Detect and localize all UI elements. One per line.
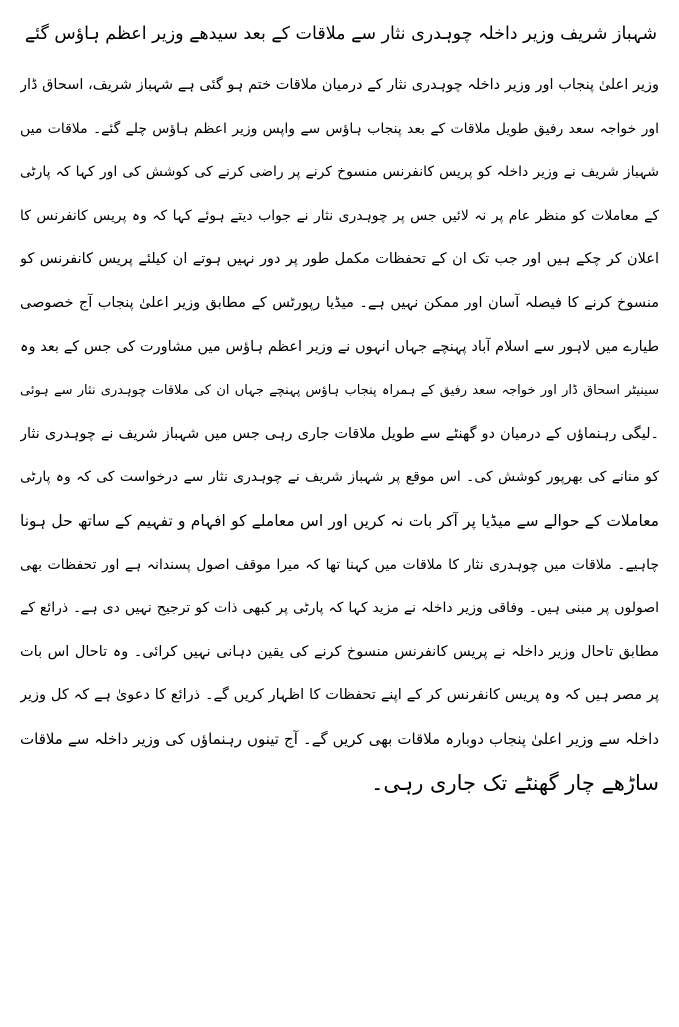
article-body: [20, 64, 659, 805]
article-line: طیارے میں لاہور سے اسلام آباد پہنچے جہاں انہوں نے وزیر اعظم ہاؤس میں مشاورت کی جس کے بعد وہ: [20, 338, 659, 355]
article-line: کے معاملات کو منظر عام پر نہ لائیں جس پر چوہدری نثار نے جواب دیتے ہوئے کہا کہ وہ پریس کانفرنس کا: [20, 207, 659, 224]
article-line: اصولوں پر مبنی ہیں۔ وفاقی وزیر داخلہ نے مزید کہا کہ پارٹی پر کبھی ذات کو ترجیح نہیں دی ہے۔ ذرائع کے: [20, 600, 659, 617]
article-line: مطابق تاحال وزیر داخلہ نے پریس کانفرنس منسوخ کرنے کی یقین دہانی نہیں کرائی۔ وہ تاحال اس بات: [20, 643, 659, 660]
article-line: ۔لیگی رہنماؤں کے درمیان دو گھنٹے سے طویل ملاقات جاری رہی جس میں شہباز شریف نے چوہدری نثار: [20, 425, 659, 442]
article-line: ساڑھے چار گھنٹے تک جاری رہی۔: [371, 770, 659, 795]
article-line: اعلان کر چکے ہیں اور جب تک ان کے تحفظات مکمل طور پر دور نہیں ہوتے ان کیلئے پریس کانفرنس کو: [20, 251, 659, 268]
article-line: پر مصر ہیں کہ وہ پریس کانفرنس کر کے اپنے تحفظات کا اظہار کریں گے۔ ذرائع کا دعویٰ ہے کہ کل وزیر: [20, 687, 659, 704]
article-line: داخلہ سے وزیر اعلیٰ پنجاب دوبارہ ملاقات بھی کریں گے۔ آج تینوں رہنماؤں کی وزیر داخلہ سے ملاقات: [20, 729, 659, 748]
article-line: چاہیے۔ ملاقات میں چوہدری نثار کا ملاقات میں کہنا تھا کہ میرا موقف اصول پسندانہ ہے اور تحفظات بھی: [20, 556, 659, 573]
article-line: وزیر اعلیٰ پنجاب اور وزیر داخلہ چوہدری نثار کے درمیان ملاقات ختم ہو گئی ہے شہباز شریف، اسحاق ڈار: [20, 77, 659, 93]
article-line: معاملات کے حوالے سے میڈیا پر آکر بات نہ کریں اور اس معاملے کو افہام و تفہیم کے ساتھ حل ہونا: [20, 511, 659, 530]
article-line: شہباز شریف نے وزیر داخلہ کو پریس کانفرنس منسوخ کرنے پر راضی کرنے کی کوشش کی اور کہا کہ پارٹی: [20, 164, 659, 181]
article-headline: شہباز شریف وزیر داخلہ چوہدری نثار سے ملاقات کے بعد سیدھے وزیر اعظم ہاؤس گئے: [24, 24, 657, 44]
article-line: اور خواجہ سعد رفیق طویل ملاقات کے بعد پنجاب ہاؤس سے واپس وزیر اعظم ہاؤس چلے گئے۔ ملاقات میں: [20, 120, 659, 137]
article-line: کو منانے کی بھرپور کوشش کی۔ اس موقع پر شہباز شریف نے چوہدری نثار سے درخواست کی کہ وہ پارٹی: [20, 469, 659, 486]
article-line: سینیٹر اسحاق ڈار اور خواجہ سعد رفیق کے ہمراہ پنجاب ہاؤس پہنچے جہاں ان کی ملاقات چوہدری نثار سے ہوئی: [20, 383, 659, 399]
article-line: منسوخ کرنے کا فیصلہ آسان اور ممکن نہیں ہے۔ میڈیا رپورٹس کے مطابق وزیر اعلیٰ پنجاب آج خصوصی: [20, 294, 659, 311]
